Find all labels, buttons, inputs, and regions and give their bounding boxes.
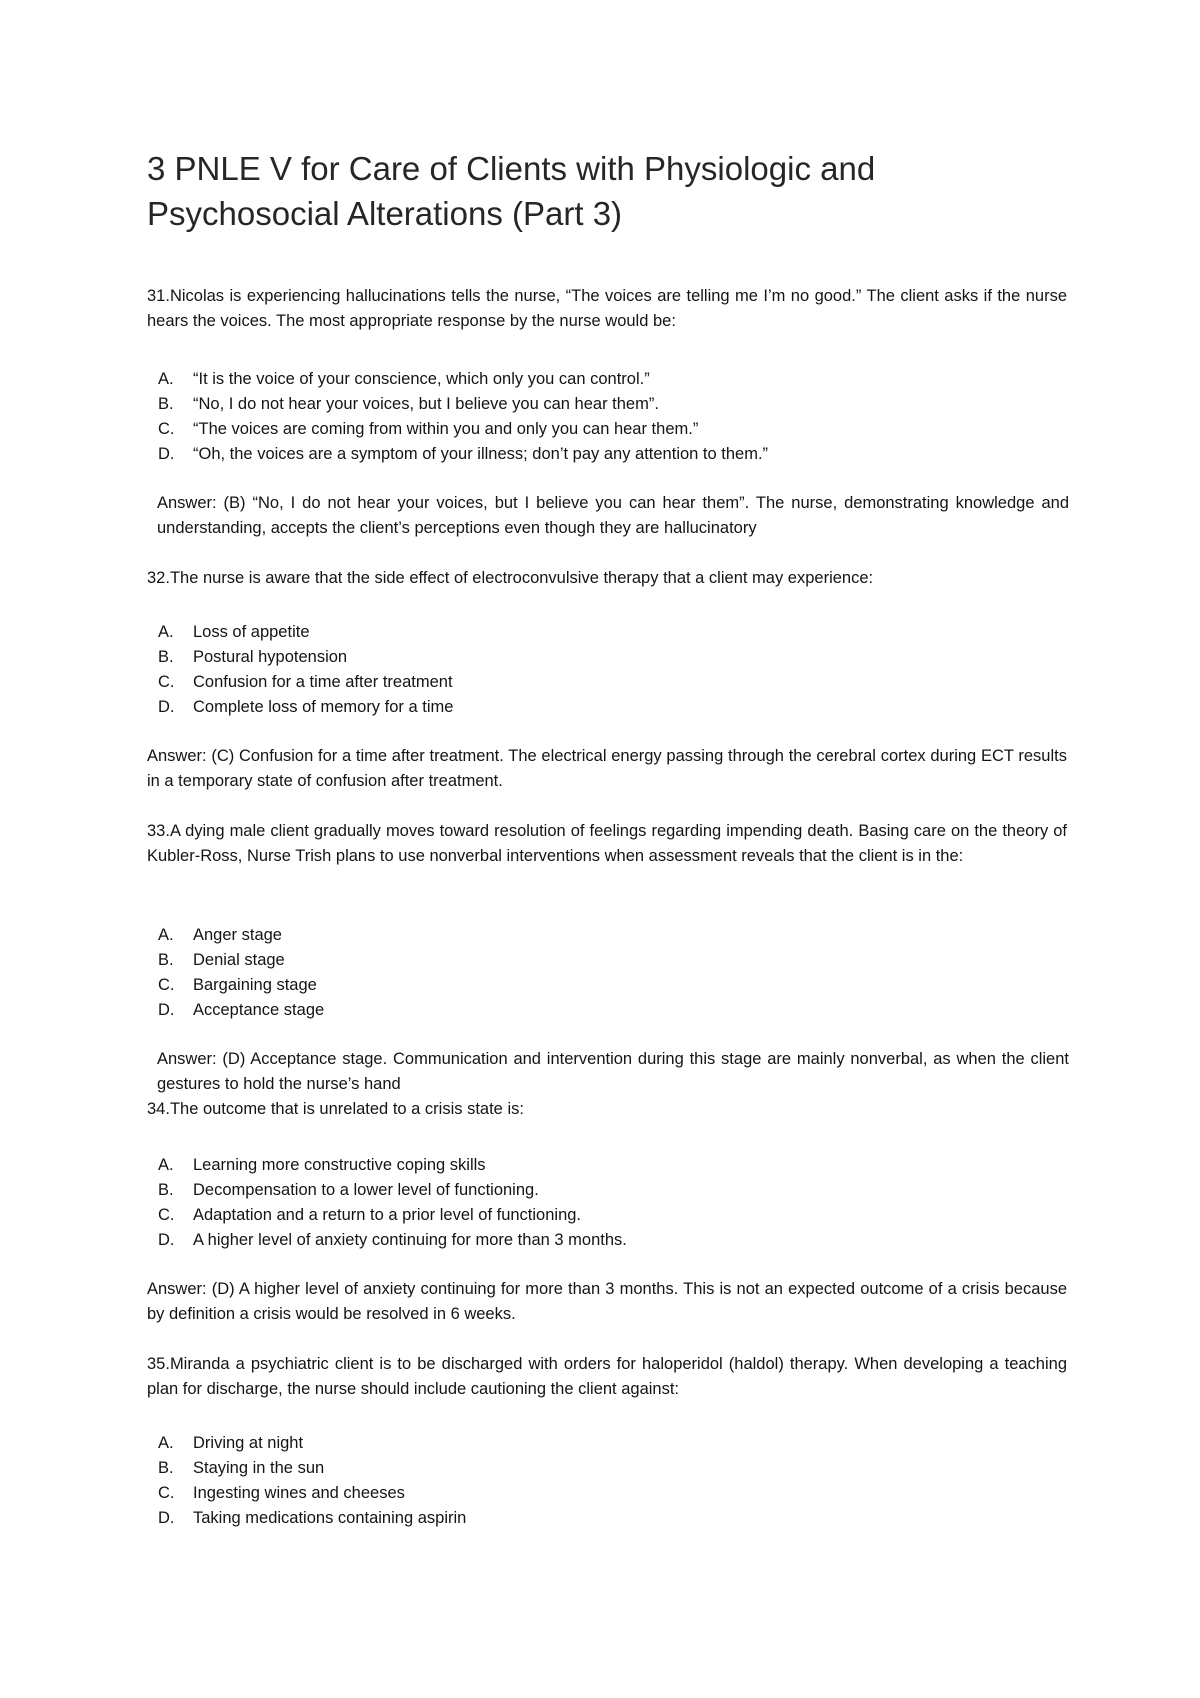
question-number: 32. <box>147 569 170 587</box>
option-b: B. Denial stage <box>158 951 285 969</box>
question-text: The nurse is aware that the side effect of electroconvulsive therapy that a client may experience: <box>169 569 874 587</box>
question-33-stem <box>147 819 1067 869</box>
answer-rationale: Communication and intervention during this stage are mainly nonverbal, as when the client gestures to hold the nurse’s hand <box>157 1050 1069 1093</box>
question-31-answer <box>157 491 1069 541</box>
question-32-answer <box>147 744 1067 794</box>
question-32-options <box>158 620 1058 720</box>
option-d: D. Acceptance stage <box>158 1001 325 1019</box>
question-text: Miranda a psychiatric client is to be discharged with orders for haloperidol (haldol) therapy. When developing a teaching plan for discharge, the nurse should include cautioning the client against: <box>147 1355 1067 1398</box>
question-31-options <box>158 367 1058 467</box>
question-text: A dying male client gradually moves toward resolution of feelings regarding impending death. Basing care on the theory of Kubler-Ross, Nurse Trish plans to use nonverbal interventions when assessment reveals that the client is in the: <box>147 822 1067 865</box>
question-34-answer <box>147 1277 1067 1327</box>
question-33-options <box>158 923 1058 1023</box>
answer-rationale: The nurse, demonstrating knowledge and understanding, accepts the client’s perceptions even though they are hallucinatory <box>157 494 1069 537</box>
question-number: 31. <box>147 287 170 305</box>
option-b: B. “No, I do not hear your voices, but I believe you can hear them”. <box>158 395 659 413</box>
option-a: A. Anger stage <box>158 926 282 944</box>
option-d: D. A higher level of anxiety continuing for more than 3 months. <box>158 1231 627 1249</box>
question-35-options <box>158 1431 1058 1531</box>
option-a: A. Learning more constructive coping skills <box>158 1156 486 1174</box>
question-number: 35. <box>147 1355 170 1373</box>
question-34-options <box>158 1153 1058 1253</box>
question-number: 34. <box>147 1100 170 1118</box>
option-a: A. “It is the voice of your conscience, which only you can control.” <box>158 370 650 388</box>
question-31-stem <box>147 284 1067 334</box>
question-32-stem <box>147 566 1067 591</box>
question-text: The outcome that is unrelated to a crisis state is: <box>169 1100 524 1118</box>
option-c: C. Adaptation and a return to a prior level of functioning. <box>158 1206 581 1224</box>
option-a: A. Driving at night <box>158 1434 304 1452</box>
page-title: 3 PNLE V for Care of Clients with Physiologic and Psychosocial Alterations (Part 3) <box>147 150 876 232</box>
answer-lead: Answer: (B) “No, I do not hear your voices, but I believe you can hear them”. <box>157 494 750 512</box>
option-a: A. Loss of appetite <box>158 623 310 641</box>
answer-rationale: This is not an expected outcome of a crisis because by definition a crisis would be resolved in 6 weeks. <box>147 1280 1067 1323</box>
option-b: B. Staying in the sun <box>158 1459 325 1477</box>
question-text: Nicolas is experiencing hallucinations tells the nurse, “The voices are telling me I’m no good.” The client asks if the nurse hears the voices. The most appropriate response by the nurse would be: <box>147 287 1067 330</box>
answer-lead: Answer: (D) A higher level of anxiety continuing for more than 3 months. <box>147 1280 679 1298</box>
question-34-stem <box>147 1097 1067 1122</box>
option-c: C. “The voices are coming from within you and only you can hear them.” <box>158 420 699 438</box>
question-number: 33. <box>147 822 170 840</box>
option-c: C. Confusion for a time after treatment <box>158 673 453 691</box>
option-d: D. “Oh, the voices are a symptom of your illness; don’t pay any attention to them.” <box>158 445 769 463</box>
answer-rationale: The electrical energy passing through the cerebral cortex during ECT results in a temporary state of confusion after treatment. <box>147 747 1067 790</box>
answer-lead: Answer: (C) Confusion for a time after treatment. <box>147 747 504 765</box>
answer-lead: Answer: (D) Acceptance stage. <box>157 1050 388 1068</box>
question-35-stem <box>147 1352 1067 1402</box>
option-d: D. Complete loss of memory for a time <box>158 698 454 716</box>
question-33-answer <box>157 1047 1069 1097</box>
option-c: C. Bargaining stage <box>158 976 317 994</box>
option-b: B. Postural hypotension <box>158 648 348 666</box>
option-c: C. Ingesting wines and cheeses <box>158 1484 405 1502</box>
option-b: B. Decompensation to a lower level of functioning. <box>158 1181 539 1199</box>
option-d: D. Taking medications containing aspirin <box>158 1509 467 1527</box>
